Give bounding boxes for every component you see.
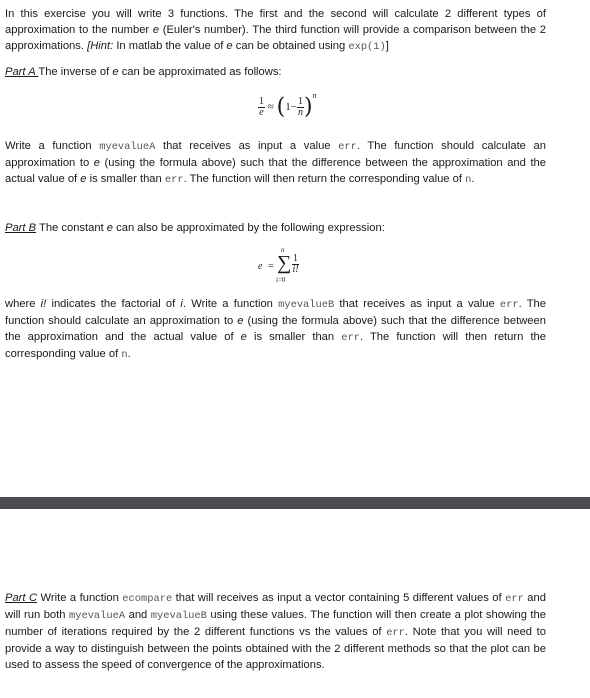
part-a-label: Part A (5, 66, 39, 78)
intro-text: In this exercise you will write 3 functions. The first and the second will calculate 2 different types of approximation to the number e (Euler's number). The third function will provide a comparison between the 2 approximations. [Hint: In matlab the value of e can be obtained using exp(1)] (5, 8, 546, 53)
part-b-body: where i! indicates the factorial of i. Write a function myevalueB that receives as input a value err. The function should calculate an approximation to e (using the formula above) such that the difference between the approximation and the actual value of e is smaller than err. The function will then return the corresponding value of n. (5, 298, 546, 361)
part-a-body: Write a function myevalueA that receives as input a value err. The function should calculate an approximation to e (using the formula above) such that the difference between the approximation and the actual value of e is smaller than err. The function will then return the corresponding value of n. (5, 140, 546, 186)
part-b-equation: e = n ∑ i=0 $\frac{1}{i!}$ (258, 246, 299, 284)
part-c-body: Part C Write a function ecompare that will receives as input a vector containing 5 different values of err and will run both myevalueA and myevalueB using these values. The function will then create a plot showing the number of iterations required by the 2 different functions vs the values of err. Note that you will need to provide a way to distinguish between the points obtained with the 2 different methods so that the plot can be used to assess the speed of convergence of the approximations. (5, 592, 547, 671)
part-a-heading: Part A The inverse of e can be approximated as follows: (5, 66, 282, 78)
page-separator (0, 497, 590, 509)
part-b-heading: Part B The constant e can also be approximated by the following expression: (5, 222, 385, 234)
intro-paragraph (5, 6, 546, 55)
part-b-label: Part B (5, 222, 37, 234)
part-a-equation: $\frac{1}{e}$ ≈ (1− $\frac{1}{n}$ )$^n$ (259, 91, 317, 120)
part-c-label: Part C (5, 592, 38, 604)
